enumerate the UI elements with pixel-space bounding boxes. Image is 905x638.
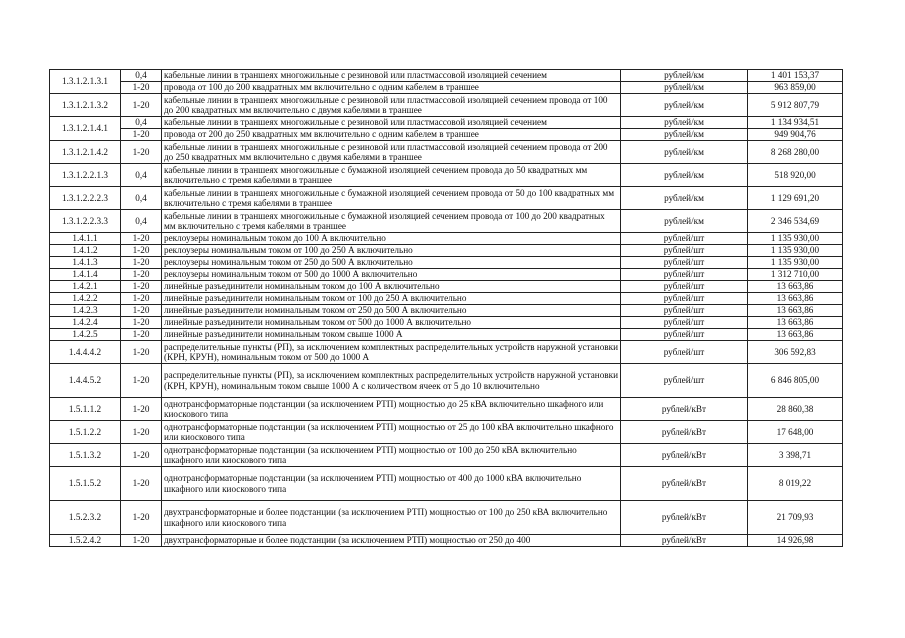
row-code: 1.3.1.2.1.3.1	[50, 70, 121, 94]
row-code: 1.4.2.3	[50, 305, 121, 317]
tariff-table	[49, 69, 843, 547]
row-code: 1.5.2.3.2	[50, 501, 121, 535]
row-description: двухтрансформаторные и более подстанции (за исключением РТП) мощностью от 250 до 400	[162, 535, 621, 547]
table-row	[50, 117, 843, 129]
row-value: 1 312 710,00	[748, 269, 843, 281]
row-description: кабельные линии в траншеях многожильные с резиновой или пластмассовой изоляцией сечением	[162, 117, 621, 129]
row-unit: рублей/шт	[621, 281, 748, 293]
row-voltage: 1-20	[121, 467, 162, 501]
row-unit: рублей/шт	[621, 329, 748, 341]
row-voltage: 1-20	[121, 281, 162, 293]
row-description: однотрансформаторные подстанции (за исключением РТП) мощностью от 100 до 250 кВА включительно шкафного или киоскового типа	[162, 444, 621, 467]
row-value: 28 860,38	[748, 398, 843, 421]
row-description: реклоузеры номинальным током от 250 до 500 А включительно	[162, 257, 621, 269]
row-unit: рублей/км	[621, 70, 748, 82]
row-voltage: 1-20	[121, 341, 162, 364]
row-value: 1 135 930,00	[748, 245, 843, 257]
row-value: 8 268 280,00	[748, 141, 843, 164]
row-description: кабельные линии в траншеях многожильные с резиновой или пластмассовой изоляцией сечением провода от 200 до 250 квадратных мм включительно с двумя кабелями в траншее	[162, 141, 621, 164]
row-voltage: 1-20	[121, 94, 162, 117]
row-value: 949 904,76	[748, 129, 843, 141]
row-unit: рублей/км	[621, 117, 748, 129]
row-code: 1.4.1.3	[50, 257, 121, 269]
row-description: линейные разъединители номинальным током от 250 до 500 А включительно	[162, 305, 621, 317]
row-unit: рублей/кВт	[621, 421, 748, 444]
row-voltage: 0,4	[121, 187, 162, 210]
row-unit: рублей/км	[621, 164, 748, 187]
row-value: 1 129 691,20	[748, 187, 843, 210]
row-description: распределительные пункты (РП), за исключением комплектных распределительных устройств наружной установки (КРН, КРУН), номинальным током от 500 до 1000 А	[162, 341, 621, 364]
row-voltage: 1-20	[121, 245, 162, 257]
row-description: однотрансформаторные подстанции (за исключением РТП) мощностью от 400 до 1000 кВА включительно шкафного или киоскового типа	[162, 467, 621, 501]
table-row	[50, 364, 843, 398]
row-unit: рублей/шт	[621, 257, 748, 269]
row-description: кабельные линии в траншеях многожильные с бумажной изоляцией сечением провода до 50 квадратных мм включительно с тремя кабелями в траншее	[162, 164, 621, 187]
row-code: 1.4.4.5.2	[50, 364, 121, 398]
row-unit: рублей/кВт	[621, 398, 748, 421]
row-voltage: 1-20	[121, 129, 162, 141]
table-row	[50, 329, 843, 341]
row-code: 1.4.2.1	[50, 281, 121, 293]
table-row	[50, 141, 843, 164]
table-row	[50, 245, 843, 257]
row-value: 13 663,86	[748, 329, 843, 341]
table-row	[50, 421, 843, 444]
row-code: 1.3.1.2.2.3.3	[50, 210, 121, 233]
row-value: 3 398,71	[748, 444, 843, 467]
row-description: кабельные линии в траншеях многожильные с бумажной изоляцией сечением провода от 100 до 200 квадратных мм включительно с тремя кабелями в траншее	[162, 210, 621, 233]
row-code: 1.3.1.2.1.4.2	[50, 141, 121, 164]
row-unit: рублей/км	[621, 141, 748, 164]
row-description: линейные разъединители номинальным током до 100 А включительно	[162, 281, 621, 293]
table-row	[50, 210, 843, 233]
table-row	[50, 94, 843, 117]
row-unit: рублей/шт	[621, 364, 748, 398]
row-code: 1.4.2.5	[50, 329, 121, 341]
row-description: реклоузеры номинальным током от 100 до 250 А включительно	[162, 245, 621, 257]
row-description: двухтрансформаторные и более подстанции (за исключением РТП) мощностью от 100 до 250 кВА включительно шкафного или киоскового типа	[162, 501, 621, 535]
row-value: 1 401 153,37	[748, 70, 843, 82]
row-voltage: 1-20	[121, 444, 162, 467]
row-voltage: 1-20	[121, 141, 162, 164]
table-row	[50, 444, 843, 467]
table-row	[50, 70, 843, 82]
table-row	[50, 467, 843, 501]
row-code: 1.4.1.1	[50, 233, 121, 245]
table-row	[50, 281, 843, 293]
row-description: линейные разъединители номинальным током от 100 до 250 А включительно	[162, 293, 621, 305]
table-row	[50, 535, 843, 547]
row-code: 1.4.1.2	[50, 245, 121, 257]
row-voltage: 1-20	[121, 421, 162, 444]
row-code: 1.5.1.5.2	[50, 467, 121, 501]
row-unit: рублей/кВт	[621, 501, 748, 535]
row-value: 1 135 930,00	[748, 233, 843, 245]
row-voltage: 0,4	[121, 210, 162, 233]
table-row	[50, 187, 843, 210]
row-voltage: 1-20	[121, 501, 162, 535]
row-unit: рублей/шт	[621, 233, 748, 245]
table-row	[50, 293, 843, 305]
row-value: 2 346 534,69	[748, 210, 843, 233]
row-voltage: 0,4	[121, 164, 162, 187]
table-row	[50, 305, 843, 317]
row-code: 1.3.1.2.1.3.2	[50, 94, 121, 117]
row-description: кабельные линии в траншеях многожильные с бумажной изоляцией сечением провода от 50 до 100 квадратных мм включительно с тремя кабелями в траншее	[162, 187, 621, 210]
row-code: 1.3.1.2.2.1.3	[50, 164, 121, 187]
row-unit: рублей/шт	[621, 305, 748, 317]
table-row	[50, 317, 843, 329]
row-code: 1.3.1.2.2.2.3	[50, 187, 121, 210]
row-unit: рублей/шт	[621, 341, 748, 364]
table-row	[50, 129, 843, 141]
table-row	[50, 233, 843, 245]
row-voltage: 1-20	[121, 329, 162, 341]
table-row	[50, 398, 843, 421]
row-voltage: 1-20	[121, 233, 162, 245]
row-voltage: 1-20	[121, 364, 162, 398]
row-code: 1.5.1.1.2	[50, 398, 121, 421]
row-description: линейные разъединители номинальным током от 500 до 1000 А включительно	[162, 317, 621, 329]
table-row	[50, 164, 843, 187]
row-description: провода от 100 до 200 квадратных мм включительно с одним кабелем в траншее	[162, 82, 621, 94]
table-row	[50, 257, 843, 269]
row-voltage: 0,4	[121, 70, 162, 82]
row-value: 6 846 805,00	[748, 364, 843, 398]
row-unit: рублей/кВт	[621, 444, 748, 467]
row-description: линейные разъединители номинальным током свыше 1000 А	[162, 329, 621, 341]
row-unit: рублей/км	[621, 94, 748, 117]
row-unit: рублей/шт	[621, 293, 748, 305]
row-voltage: 1-20	[121, 82, 162, 94]
row-voltage: 1-20	[121, 305, 162, 317]
row-unit: рублей/кВт	[621, 467, 748, 501]
row-value: 13 663,86	[748, 305, 843, 317]
row-voltage: 1-20	[121, 269, 162, 281]
row-description: однотрансформаторные подстанции (за исключением РТП) мощностью от 25 до 100 кВА включительно шкафного или киоскового типа	[162, 421, 621, 444]
table-row	[50, 82, 843, 94]
row-description: реклоузеры номинальным током до 100 А включительно	[162, 233, 621, 245]
row-value: 963 859,00	[748, 82, 843, 94]
row-value: 306 592,83	[748, 341, 843, 364]
table-row	[50, 269, 843, 281]
row-unit: рублей/км	[621, 129, 748, 141]
row-code: 1.4.2.2	[50, 293, 121, 305]
row-code: 1.4.4.4.2	[50, 341, 121, 364]
row-voltage: 1-20	[121, 317, 162, 329]
row-unit: рублей/км	[621, 187, 748, 210]
row-voltage: 0,4	[121, 117, 162, 129]
table-row	[50, 341, 843, 364]
row-voltage: 1-20	[121, 398, 162, 421]
row-value: 8 019,22	[748, 467, 843, 501]
row-description: распределительные пункты (РП), за исключением комплектных распределительных устройств наружной установки (КРН, КРУН), номинальным током свыше 1000 А с количеством ячеек от 5 до 10 включительно	[162, 364, 621, 398]
row-code: 1.4.2.4	[50, 317, 121, 329]
row-code: 1.3.1.2.1.4.1	[50, 117, 121, 141]
row-value: 17 648,00	[748, 421, 843, 444]
row-voltage: 1-20	[121, 535, 162, 547]
row-unit: рублей/км	[621, 82, 748, 94]
row-value: 518 920,00	[748, 164, 843, 187]
row-value: 13 663,86	[748, 317, 843, 329]
row-unit: рублей/шт	[621, 317, 748, 329]
row-description: кабельные линии в траншеях многожильные с резиновой или пластмассовой изоляцией сечением провода от 100 до 200 квадратных мм включительно с двумя кабелями в траншее	[162, 94, 621, 117]
row-description: кабельные линии в траншеях многожильные с резиновой или пластмассовой изоляцией сечением	[162, 70, 621, 82]
row-code: 1.4.1.4	[50, 269, 121, 281]
table-row	[50, 501, 843, 535]
row-description: провода от 200 до 250 квадратных мм включительно с одним кабелем в траншее	[162, 129, 621, 141]
row-voltage: 1-20	[121, 257, 162, 269]
row-code: 1.5.1.3.2	[50, 444, 121, 467]
row-unit: рублей/шт	[621, 245, 748, 257]
row-voltage: 1-20	[121, 293, 162, 305]
row-unit: рублей/кВт	[621, 535, 748, 547]
row-value: 5 912 807,79	[748, 94, 843, 117]
row-value: 13 663,86	[748, 293, 843, 305]
row-code: 1.5.2.4.2	[50, 535, 121, 547]
row-code: 1.5.1.2.2	[50, 421, 121, 444]
row-value: 14 926,98	[748, 535, 843, 547]
row-value: 13 663,86	[748, 281, 843, 293]
row-value: 1 134 934,51	[748, 117, 843, 129]
row-unit: рублей/шт	[621, 269, 748, 281]
row-unit: рублей/км	[621, 210, 748, 233]
row-description: однотрансформаторные подстанции (за исключением РТП) мощностью до 25 кВА включительно шкафного или киоскового типа	[162, 398, 621, 421]
row-value: 1 135 930,00	[748, 257, 843, 269]
row-value: 21 709,93	[748, 501, 843, 535]
row-description: реклоузеры номинальным током от 500 до 1000 А включительно	[162, 269, 621, 281]
